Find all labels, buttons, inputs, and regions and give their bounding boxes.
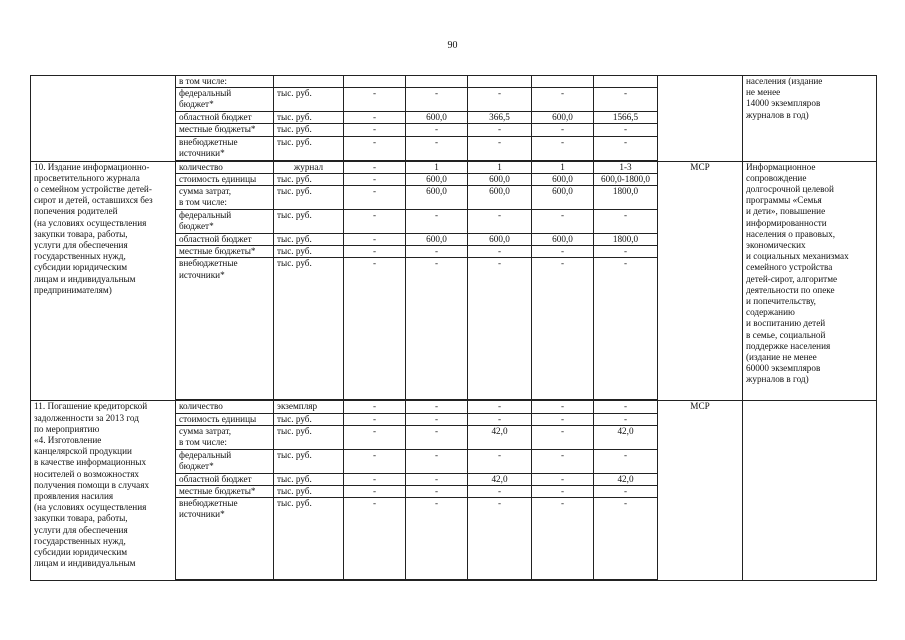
activity-description: 11. Погашение кредиторской задолженности за 2013 год по мероприятию «4. Изготовление канцелярской продукции в качестве информационных носителей о возможностях получения помощи в случаях проявления насилия (на условиях осуществления закупки товара, работы, услуги для обеспечения государственных нужд, субсидии юридическим лицам и индивидуальным bbox=[31, 401, 176, 581]
value-cell: - bbox=[532, 258, 594, 400]
value-cell: - bbox=[468, 258, 532, 400]
value-cell: 600,0 bbox=[468, 173, 532, 185]
value-cell: 1 bbox=[532, 161, 594, 173]
indicator-name: внебюджетные источники* bbox=[176, 136, 274, 160]
value-cell: - bbox=[406, 124, 468, 136]
indicator-name: местные бюджеты* bbox=[176, 246, 274, 258]
value-cell bbox=[594, 76, 658, 88]
value-cell: - bbox=[468, 88, 532, 112]
value-cell: 600,0 bbox=[532, 186, 594, 210]
indicator-name: федеральный бюджет* bbox=[176, 449, 274, 473]
executor bbox=[658, 76, 743, 162]
value-cell: - bbox=[532, 425, 594, 449]
indicator-name: областной бюджет bbox=[176, 234, 274, 246]
unit: тыс. руб. bbox=[274, 246, 344, 258]
value-cell: - bbox=[344, 473, 406, 485]
indicator-name: федеральный бюджет* bbox=[176, 88, 274, 112]
value-cell: - bbox=[344, 401, 406, 413]
value-cell: - bbox=[594, 486, 658, 498]
value-cell: - bbox=[406, 258, 468, 400]
value-cell: - bbox=[594, 124, 658, 136]
value-cell: 600,0 bbox=[406, 173, 468, 185]
value-cell: - bbox=[594, 246, 658, 258]
value-cell: - bbox=[406, 425, 468, 449]
value-cell: 600,0 bbox=[532, 173, 594, 185]
value-cell: 1 bbox=[406, 161, 468, 173]
value-cell: - bbox=[468, 486, 532, 498]
indicator-name: областной бюджет bbox=[176, 473, 274, 485]
indicator-name: сумма затрат, в том числе: bbox=[176, 425, 274, 449]
value-cell: 600,0 bbox=[406, 234, 468, 246]
value-cell: - bbox=[594, 258, 658, 400]
value-cell: - bbox=[532, 136, 594, 160]
value-cell bbox=[468, 76, 532, 88]
value-cell: - bbox=[406, 136, 468, 160]
value-cell: 1800,0 bbox=[594, 186, 658, 210]
activity-description bbox=[31, 76, 176, 162]
value-cell: 366,5 bbox=[468, 112, 532, 124]
value-cell: - bbox=[532, 124, 594, 136]
value-cell: 1566,5 bbox=[594, 112, 658, 124]
indicator-name: внебюджетные источники* bbox=[176, 258, 274, 400]
empty-cell bbox=[176, 580, 274, 581]
value-cell: - bbox=[532, 473, 594, 485]
empty-cell bbox=[344, 580, 406, 581]
value-cell: 1800,0 bbox=[594, 234, 658, 246]
unit: тыс. руб. bbox=[274, 186, 344, 210]
indicator-name: количество bbox=[176, 401, 274, 413]
value-cell: 42,0 bbox=[468, 425, 532, 449]
value-cell: - bbox=[344, 112, 406, 124]
unit: тыс. руб. bbox=[274, 413, 344, 425]
unit: тыс. руб. bbox=[274, 486, 344, 498]
table-row bbox=[31, 76, 877, 88]
unit: тыс. руб. bbox=[274, 210, 344, 234]
unit: тыс. руб. bbox=[274, 88, 344, 112]
value-cell: - bbox=[344, 498, 406, 580]
value-cell: - bbox=[344, 186, 406, 210]
value-cell: - bbox=[406, 449, 468, 473]
expected-result: Информационное сопровождение долгосрочной целевой программы «Семья и дети», повышение информированности населения о правовых, экономических и социальных механизмах семейного устройства детей-сирот, алгоритме деятельности по опеке и попечительству, содержанию и воспитанию детей в семье, социальной поддержке населения (издание не менее 60000 экземпляров журналов в год) bbox=[743, 161, 877, 401]
value-cell: - bbox=[532, 210, 594, 234]
value-cell bbox=[344, 76, 406, 88]
value-cell: - bbox=[468, 498, 532, 580]
value-cell: - bbox=[468, 401, 532, 413]
empty-cell bbox=[406, 580, 468, 581]
value-cell: - bbox=[344, 449, 406, 473]
value-cell: - bbox=[344, 173, 406, 185]
value-cell: - bbox=[406, 210, 468, 234]
value-cell: - bbox=[406, 88, 468, 112]
indicator-name: стоимость единицы bbox=[176, 173, 274, 185]
unit: тыс. руб. bbox=[274, 112, 344, 124]
value-cell: - bbox=[344, 161, 406, 173]
indicator-name: областной бюджет bbox=[176, 112, 274, 124]
unit: экземпляр bbox=[274, 401, 344, 413]
value-cell: - bbox=[344, 124, 406, 136]
value-cell: - bbox=[406, 486, 468, 498]
value-cell: 42,0 bbox=[594, 473, 658, 485]
executor: МСР bbox=[658, 161, 743, 401]
value-cell: - bbox=[406, 473, 468, 485]
value-cell: 600,0 bbox=[532, 234, 594, 246]
value-cell: 600,0 bbox=[532, 112, 594, 124]
value-cell: - bbox=[594, 413, 658, 425]
value-cell: - bbox=[344, 486, 406, 498]
unit bbox=[274, 76, 344, 88]
value-cell: - bbox=[594, 449, 658, 473]
value-cell: - bbox=[468, 449, 532, 473]
unit: тыс. руб. bbox=[274, 124, 344, 136]
value-cell: 600,0-1800,0 bbox=[594, 173, 658, 185]
indicator-name: количество bbox=[176, 161, 274, 173]
value-cell: 600,0 bbox=[468, 234, 532, 246]
page-number: 90 bbox=[447, 40, 458, 51]
value-cell: 600,0 bbox=[406, 112, 468, 124]
unit: тыс. руб. bbox=[274, 136, 344, 160]
unit: тыс. руб. bbox=[274, 234, 344, 246]
program-activities-table bbox=[30, 75, 877, 581]
empty-cell bbox=[532, 580, 594, 581]
value-cell: - bbox=[406, 401, 468, 413]
value-cell: - bbox=[594, 136, 658, 160]
empty-cell bbox=[594, 580, 658, 581]
indicator-name: внебюджетные источники* bbox=[176, 498, 274, 580]
executor: МСР bbox=[658, 401, 743, 581]
value-cell: - bbox=[406, 246, 468, 258]
value-cell: - bbox=[344, 413, 406, 425]
value-cell: - bbox=[532, 401, 594, 413]
indicator-name: федеральный бюджет* bbox=[176, 210, 274, 234]
value-cell: - bbox=[344, 234, 406, 246]
value-cell: 1-3 bbox=[594, 161, 658, 173]
activity-description: 10. Издание информационно- просветительного журнала о семейном устройстве детей- сирот и детей, оставшихся без попечения родителей (на условиях осуществления закупки товара, работы, услуги для обеспечения государственных нужд, субсидии юридическим лицам и индивидуальным предпринимателям) bbox=[31, 161, 176, 401]
value-cell: - bbox=[468, 210, 532, 234]
unit: тыс. руб. bbox=[274, 258, 344, 400]
value-cell: - bbox=[468, 246, 532, 258]
empty-cell bbox=[274, 580, 344, 581]
unit: тыс. руб. bbox=[274, 498, 344, 580]
unit: тыс. руб. bbox=[274, 173, 344, 185]
value-cell: - bbox=[344, 425, 406, 449]
value-cell: - bbox=[594, 401, 658, 413]
value-cell: - bbox=[532, 449, 594, 473]
value-cell: 600,0 bbox=[406, 186, 468, 210]
value-cell: - bbox=[344, 210, 406, 234]
value-cell bbox=[532, 76, 594, 88]
indicator-name: местные бюджеты* bbox=[176, 486, 274, 498]
value-cell bbox=[406, 76, 468, 88]
value-cell: 600,0 bbox=[468, 186, 532, 210]
table-row bbox=[31, 401, 877, 413]
indicator-name: стоимость единицы bbox=[176, 413, 274, 425]
value-cell: 42,0 bbox=[594, 425, 658, 449]
value-cell: - bbox=[344, 88, 406, 112]
indicator-name: в том числе: bbox=[176, 76, 274, 88]
expected-result bbox=[743, 401, 877, 581]
value-cell: - bbox=[532, 413, 594, 425]
value-cell: - bbox=[532, 486, 594, 498]
value-cell: - bbox=[532, 88, 594, 112]
value-cell: 42,0 bbox=[468, 473, 532, 485]
value-cell: - bbox=[468, 124, 532, 136]
expected-result: населения (издание не менее 14000 экземпляров журналов в год) bbox=[743, 76, 877, 162]
value-cell: - bbox=[406, 413, 468, 425]
value-cell: - bbox=[468, 413, 532, 425]
value-cell: - bbox=[594, 210, 658, 234]
value-cell: - bbox=[532, 498, 594, 580]
value-cell: - bbox=[532, 246, 594, 258]
value-cell: - bbox=[594, 498, 658, 580]
unit: тыс. руб. bbox=[274, 449, 344, 473]
value-cell: - bbox=[468, 136, 532, 160]
indicator-name: сумма затрат, в том числе: bbox=[176, 186, 274, 210]
value-cell: 1 bbox=[468, 161, 532, 173]
empty-cell bbox=[468, 580, 532, 581]
value-cell: - bbox=[406, 498, 468, 580]
indicator-name: местные бюджеты* bbox=[176, 124, 274, 136]
unit: тыс. руб. bbox=[274, 425, 344, 449]
value-cell: - bbox=[344, 136, 406, 160]
unit: журнал bbox=[274, 161, 344, 173]
value-cell: - bbox=[344, 258, 406, 400]
unit: тыс. руб. bbox=[274, 473, 344, 485]
table-row bbox=[31, 161, 877, 173]
value-cell: - bbox=[344, 246, 406, 258]
value-cell: - bbox=[594, 88, 658, 112]
